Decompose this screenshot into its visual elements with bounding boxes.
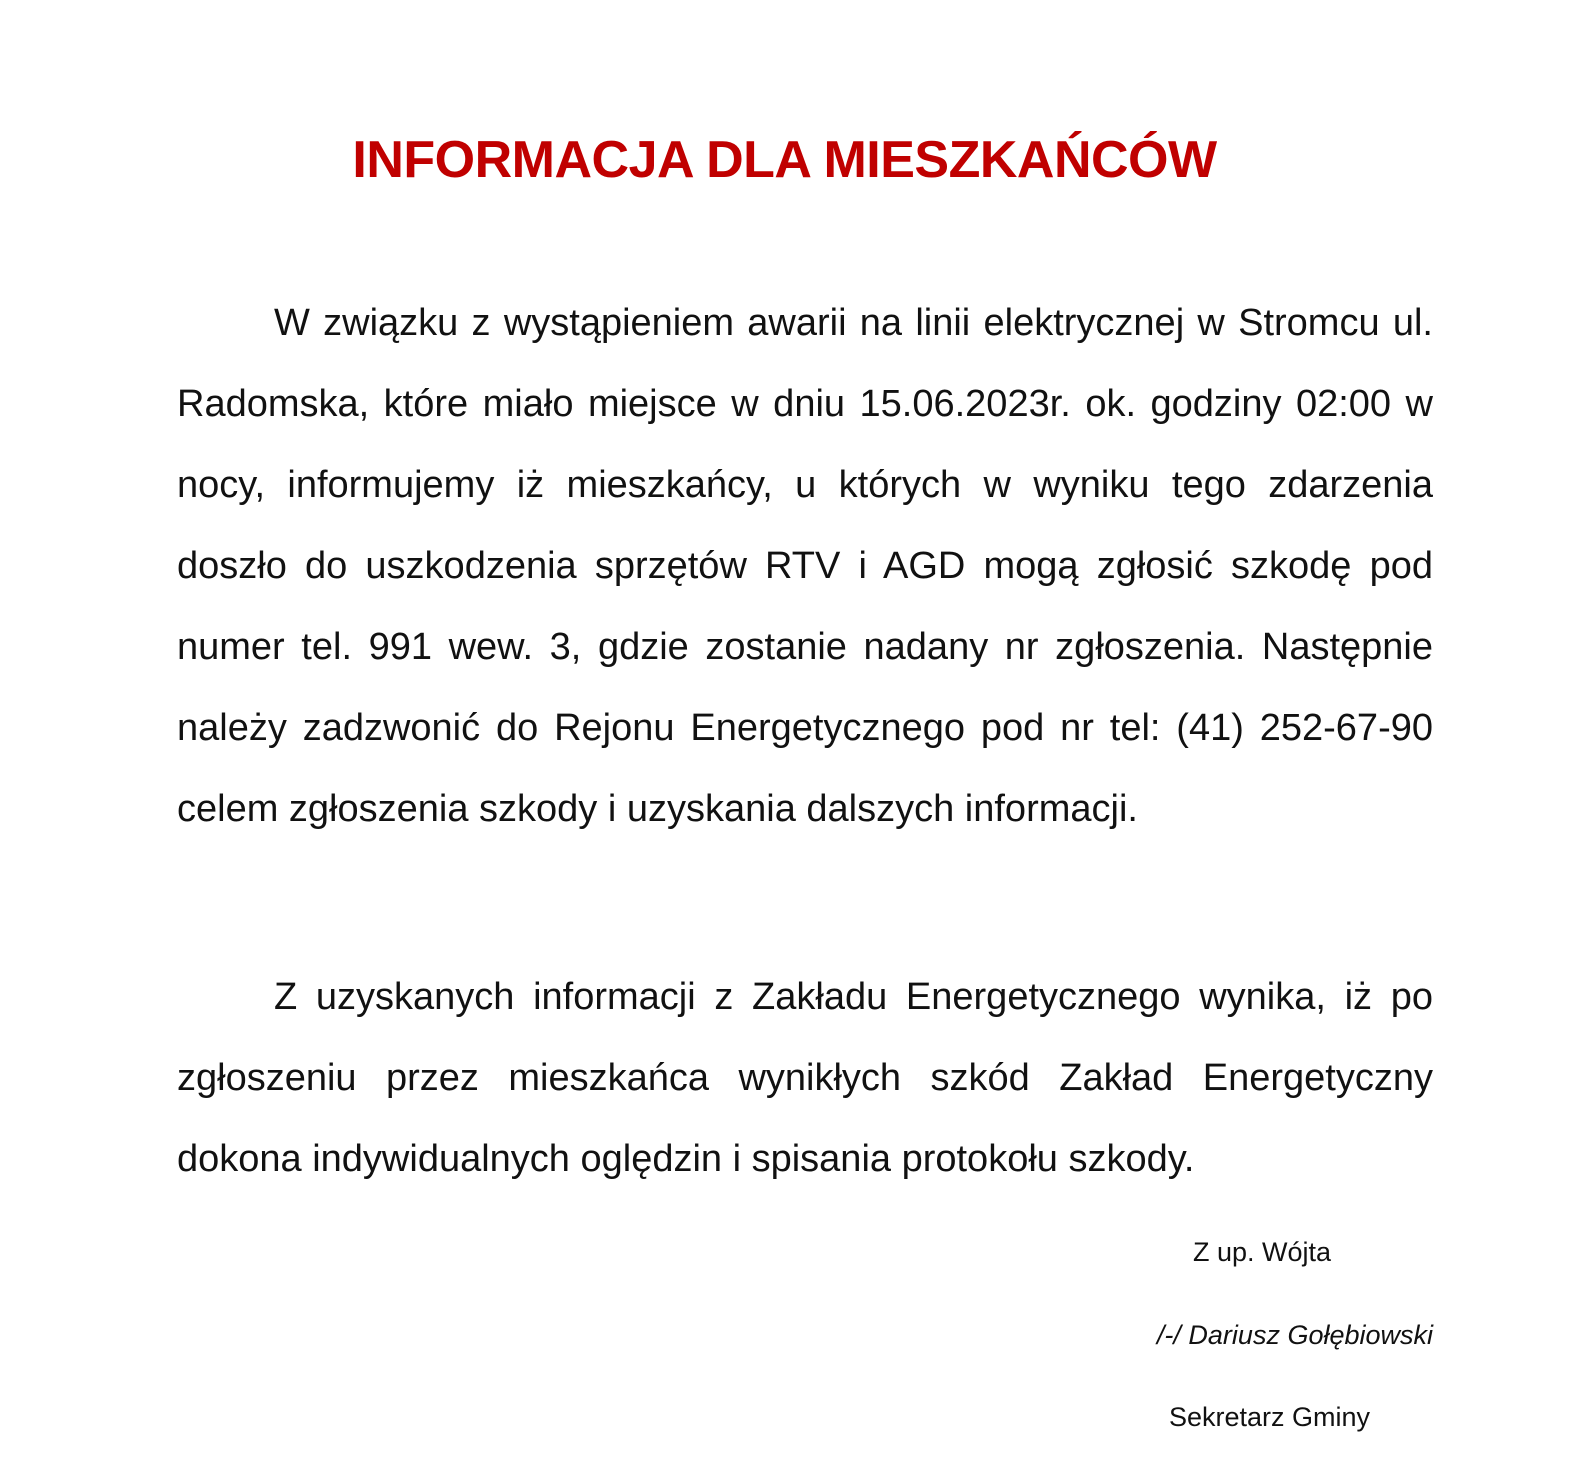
signature-name: /-/ Dariusz Gołębiowski: [1156, 1320, 1433, 1350]
document-title: INFORMACJA DLA MIESZKAŃCÓW: [352, 131, 1217, 189]
signature-authority: Z up. Wójta: [1193, 1237, 1332, 1267]
paragraph-outage-info: W związku z wystąpieniem awarii na linii elektrycznej w Stromcu ul. Radomska, które miało miejsce w dniu 15.06.2023r. ok. godziny 02:00 w nocy, informujemy iż mieszkańcy, u których w wyniku tego zdarzenia doszło do uszkodzenia sprzętów RTV i AGD mogą zgłosić szkodę pod numer tel. 991 wew. 3, gdzie zostanie nadany nr zgłoszenia. Następnie należy zadzwonić do Rejonu Energetycznego pod nr tel: (41) 252-67-90 celem zgłoszenia szkody i uzyskania dalszych informacji.: [177, 302, 1433, 830]
paragraph-energy-company-info: Z uzyskanych informacji z Zakładu Energetycznego wynika, iż po zgłoszeniu przez mieszkańca wynikłych szkód Zakład Energetyczny dokona indywidualnych oględzin i spisania protokołu szkody.: [177, 976, 1433, 1180]
signature-position: Sekretarz Gminy: [1169, 1402, 1371, 1432]
